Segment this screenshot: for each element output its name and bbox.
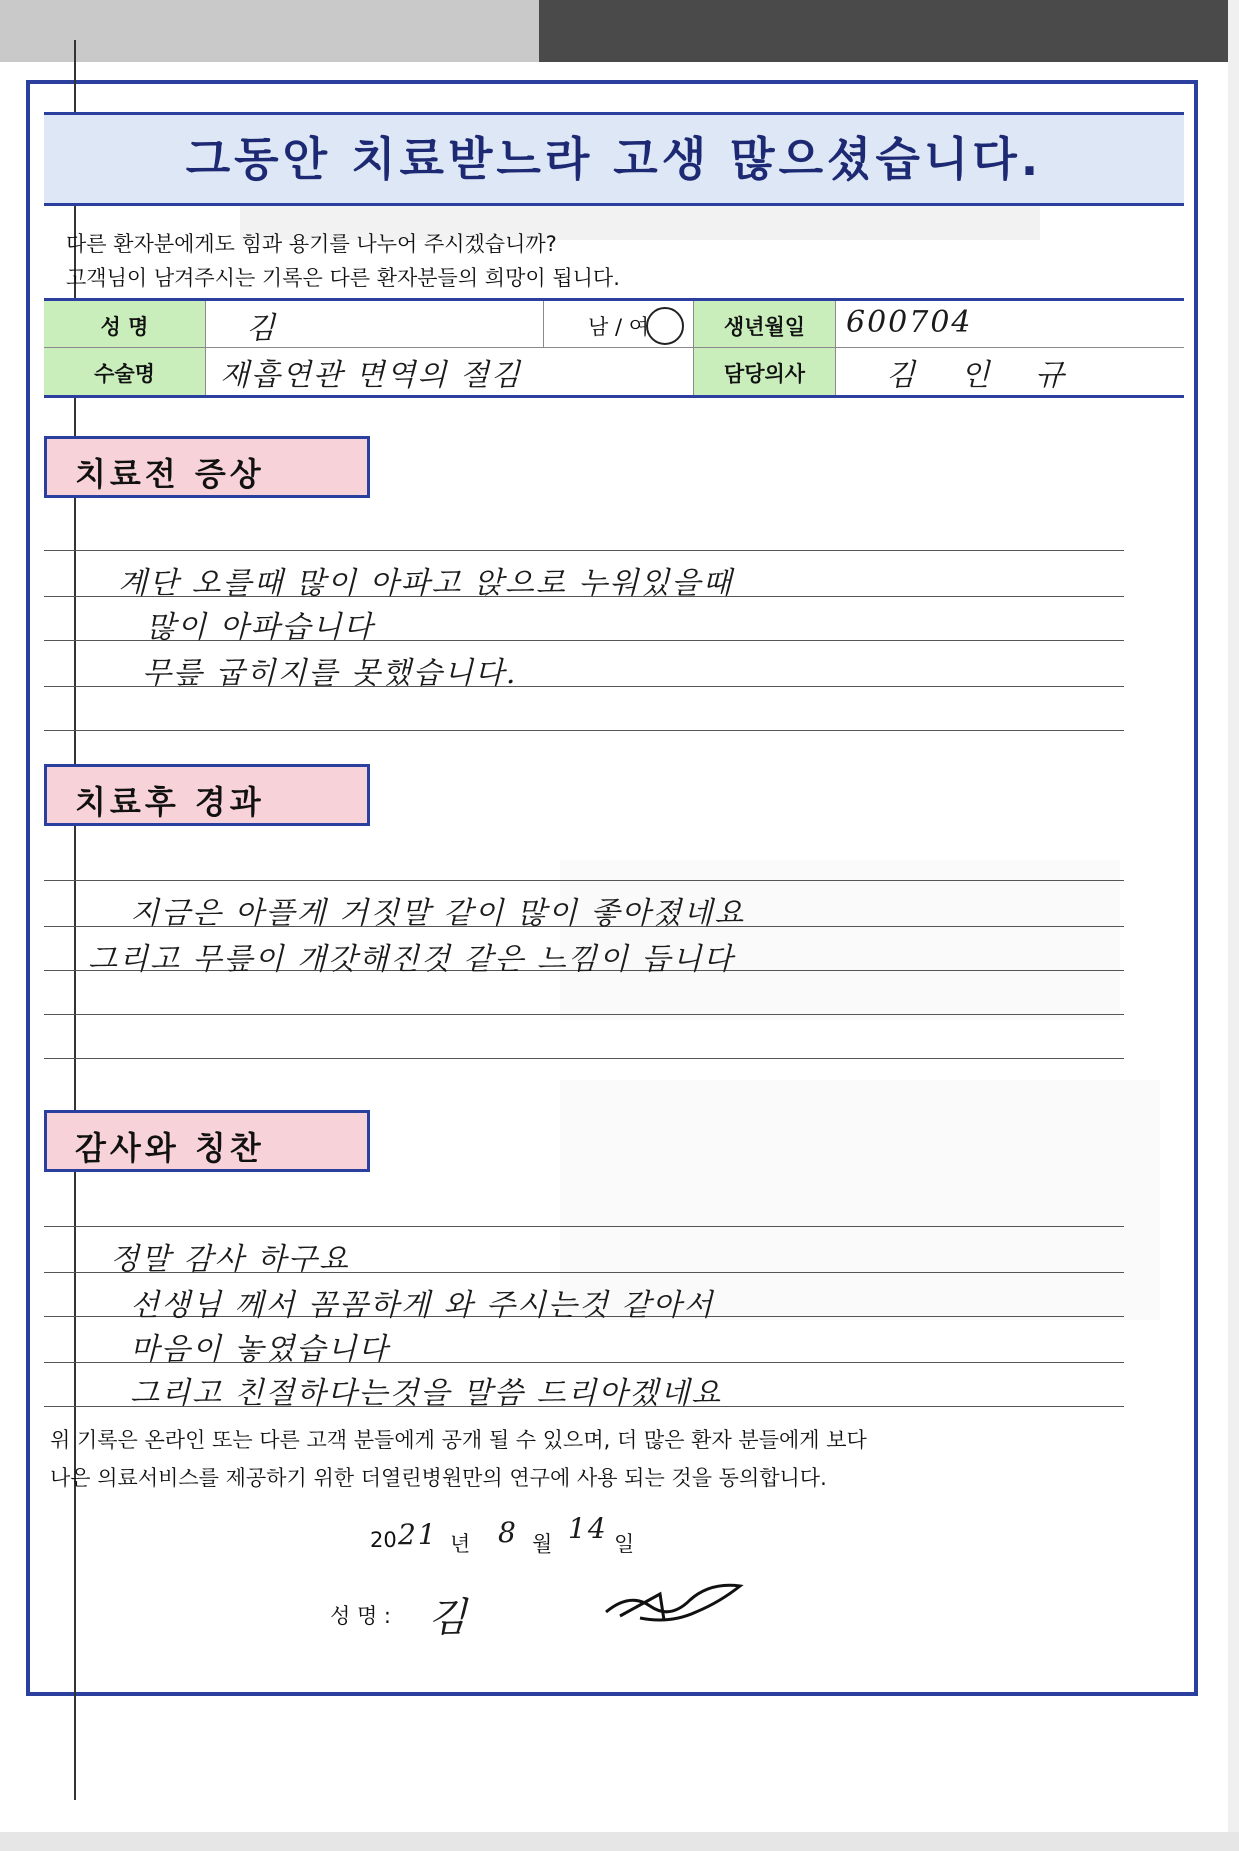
consent-line-2: 나은 의료서비스를 제공하기 위한 더열린병원만의 연구에 사용 되는 것을 동의합니다. bbox=[50, 1466, 827, 1490]
name-value: 김 bbox=[246, 311, 277, 346]
signature-name: 김 bbox=[428, 1595, 469, 1641]
date-year-suffix: 21 bbox=[398, 1518, 438, 1551]
birth-label: 생년월일 bbox=[723, 315, 806, 339]
surgery-value-cell bbox=[206, 348, 694, 395]
gender-cell bbox=[544, 301, 694, 348]
doctor-label: 담당의사 bbox=[723, 362, 806, 386]
section-before-title: 치료전 증상 bbox=[75, 455, 265, 493]
ruled-line bbox=[44, 730, 1124, 731]
gender-label: 남 / 여 bbox=[588, 315, 649, 339]
section-thanks-heading bbox=[44, 1110, 370, 1172]
signature-scribble bbox=[600, 1572, 750, 1632]
before-line-2: 많이 아파습니다 bbox=[146, 610, 375, 645]
birth-value-cell bbox=[836, 301, 1184, 348]
doctor-label-cell bbox=[694, 348, 836, 395]
doctor-value: 김 인 규 bbox=[886, 358, 1083, 393]
surgery-label: 수술명 bbox=[94, 362, 155, 386]
section-after-heading bbox=[44, 764, 370, 826]
intro-line-2: 고객님이 남겨주시는 기록은 다른 환자분들의 희망이 됩니다. bbox=[66, 266, 620, 290]
redaction-mask bbox=[316, 307, 466, 337]
thanks-line-1: 정말 감사 하구요 bbox=[110, 1242, 350, 1277]
header-banner bbox=[44, 112, 1184, 206]
thanks-line-3: 마음이 놓였습니다 bbox=[130, 1332, 390, 1367]
ruled-line bbox=[44, 1058, 1124, 1059]
before-line-3: 무릎 굽히지를 못했습니다. bbox=[142, 656, 518, 691]
doctor-value-cell bbox=[836, 348, 1184, 395]
section-thanks-title: 감사와 칭찬 bbox=[75, 1129, 265, 1167]
name-label-cell bbox=[44, 301, 206, 348]
name-label: 성 명 bbox=[100, 315, 149, 339]
scan-bottom-bar bbox=[0, 1832, 1239, 1851]
date-day: 14 bbox=[568, 1512, 608, 1545]
surgery-value: 재흡연관 면역의 절김 bbox=[220, 358, 522, 393]
date-year-prefix: 20 bbox=[370, 1528, 397, 1552]
after-line-1: 지금은 아플게 거짓말 같이 많이 좋아졌네요 bbox=[130, 896, 746, 931]
gender-circle-mark bbox=[646, 307, 684, 345]
ruled-line bbox=[44, 880, 1124, 881]
date-month: 8 bbox=[498, 1516, 518, 1549]
scan-top-shadow bbox=[539, 0, 1239, 62]
thanks-line-4: 그리고 친절하다는것을 말씀 드리아겠네요 bbox=[130, 1376, 723, 1411]
name-value-cell bbox=[206, 301, 544, 348]
section-after-title: 치료후 경과 bbox=[75, 783, 265, 821]
date-year-label: 년 bbox=[450, 1532, 471, 1556]
ruled-line bbox=[44, 1226, 1124, 1227]
signature-label: 성 명 : bbox=[330, 1604, 391, 1628]
birth-value: 600704 bbox=[846, 305, 973, 340]
before-line-1: 계단 오를때 많이 아파고 앉으로 누워있을때 bbox=[118, 566, 734, 601]
ruled-line bbox=[44, 550, 1124, 551]
consent-line-1: 위 기록은 온라인 또는 다른 고객 분들에게 공개 될 수 있으며, 더 많은 환자 분들에게 보다 bbox=[50, 1428, 867, 1452]
date-month-label: 월 bbox=[532, 1532, 553, 1556]
intro-line-1: 다른 환자분에게도 힘과 용기를 나누어 주시겠습니까? bbox=[66, 232, 557, 256]
surgery-label-cell bbox=[44, 348, 206, 395]
birth-label-cell bbox=[694, 301, 836, 348]
section-before-heading bbox=[44, 436, 370, 498]
after-line-2: 그리고 무릎이 개갓해진것 같은 느낌이 듭니다 bbox=[88, 942, 735, 977]
scan-top-bar bbox=[0, 0, 1239, 62]
page-title: 그동안 치료받느라 고생 많으셨습니다. bbox=[185, 132, 1043, 186]
thanks-line-2: 선생님 께서 꼼꼼하게 와 주시는것 같아서 bbox=[130, 1288, 715, 1323]
ruled-line bbox=[44, 1014, 1124, 1015]
date-day-label: 일 bbox=[614, 1532, 635, 1556]
scan-right-edge bbox=[1228, 0, 1239, 1851]
patient-info-table bbox=[44, 298, 1184, 398]
